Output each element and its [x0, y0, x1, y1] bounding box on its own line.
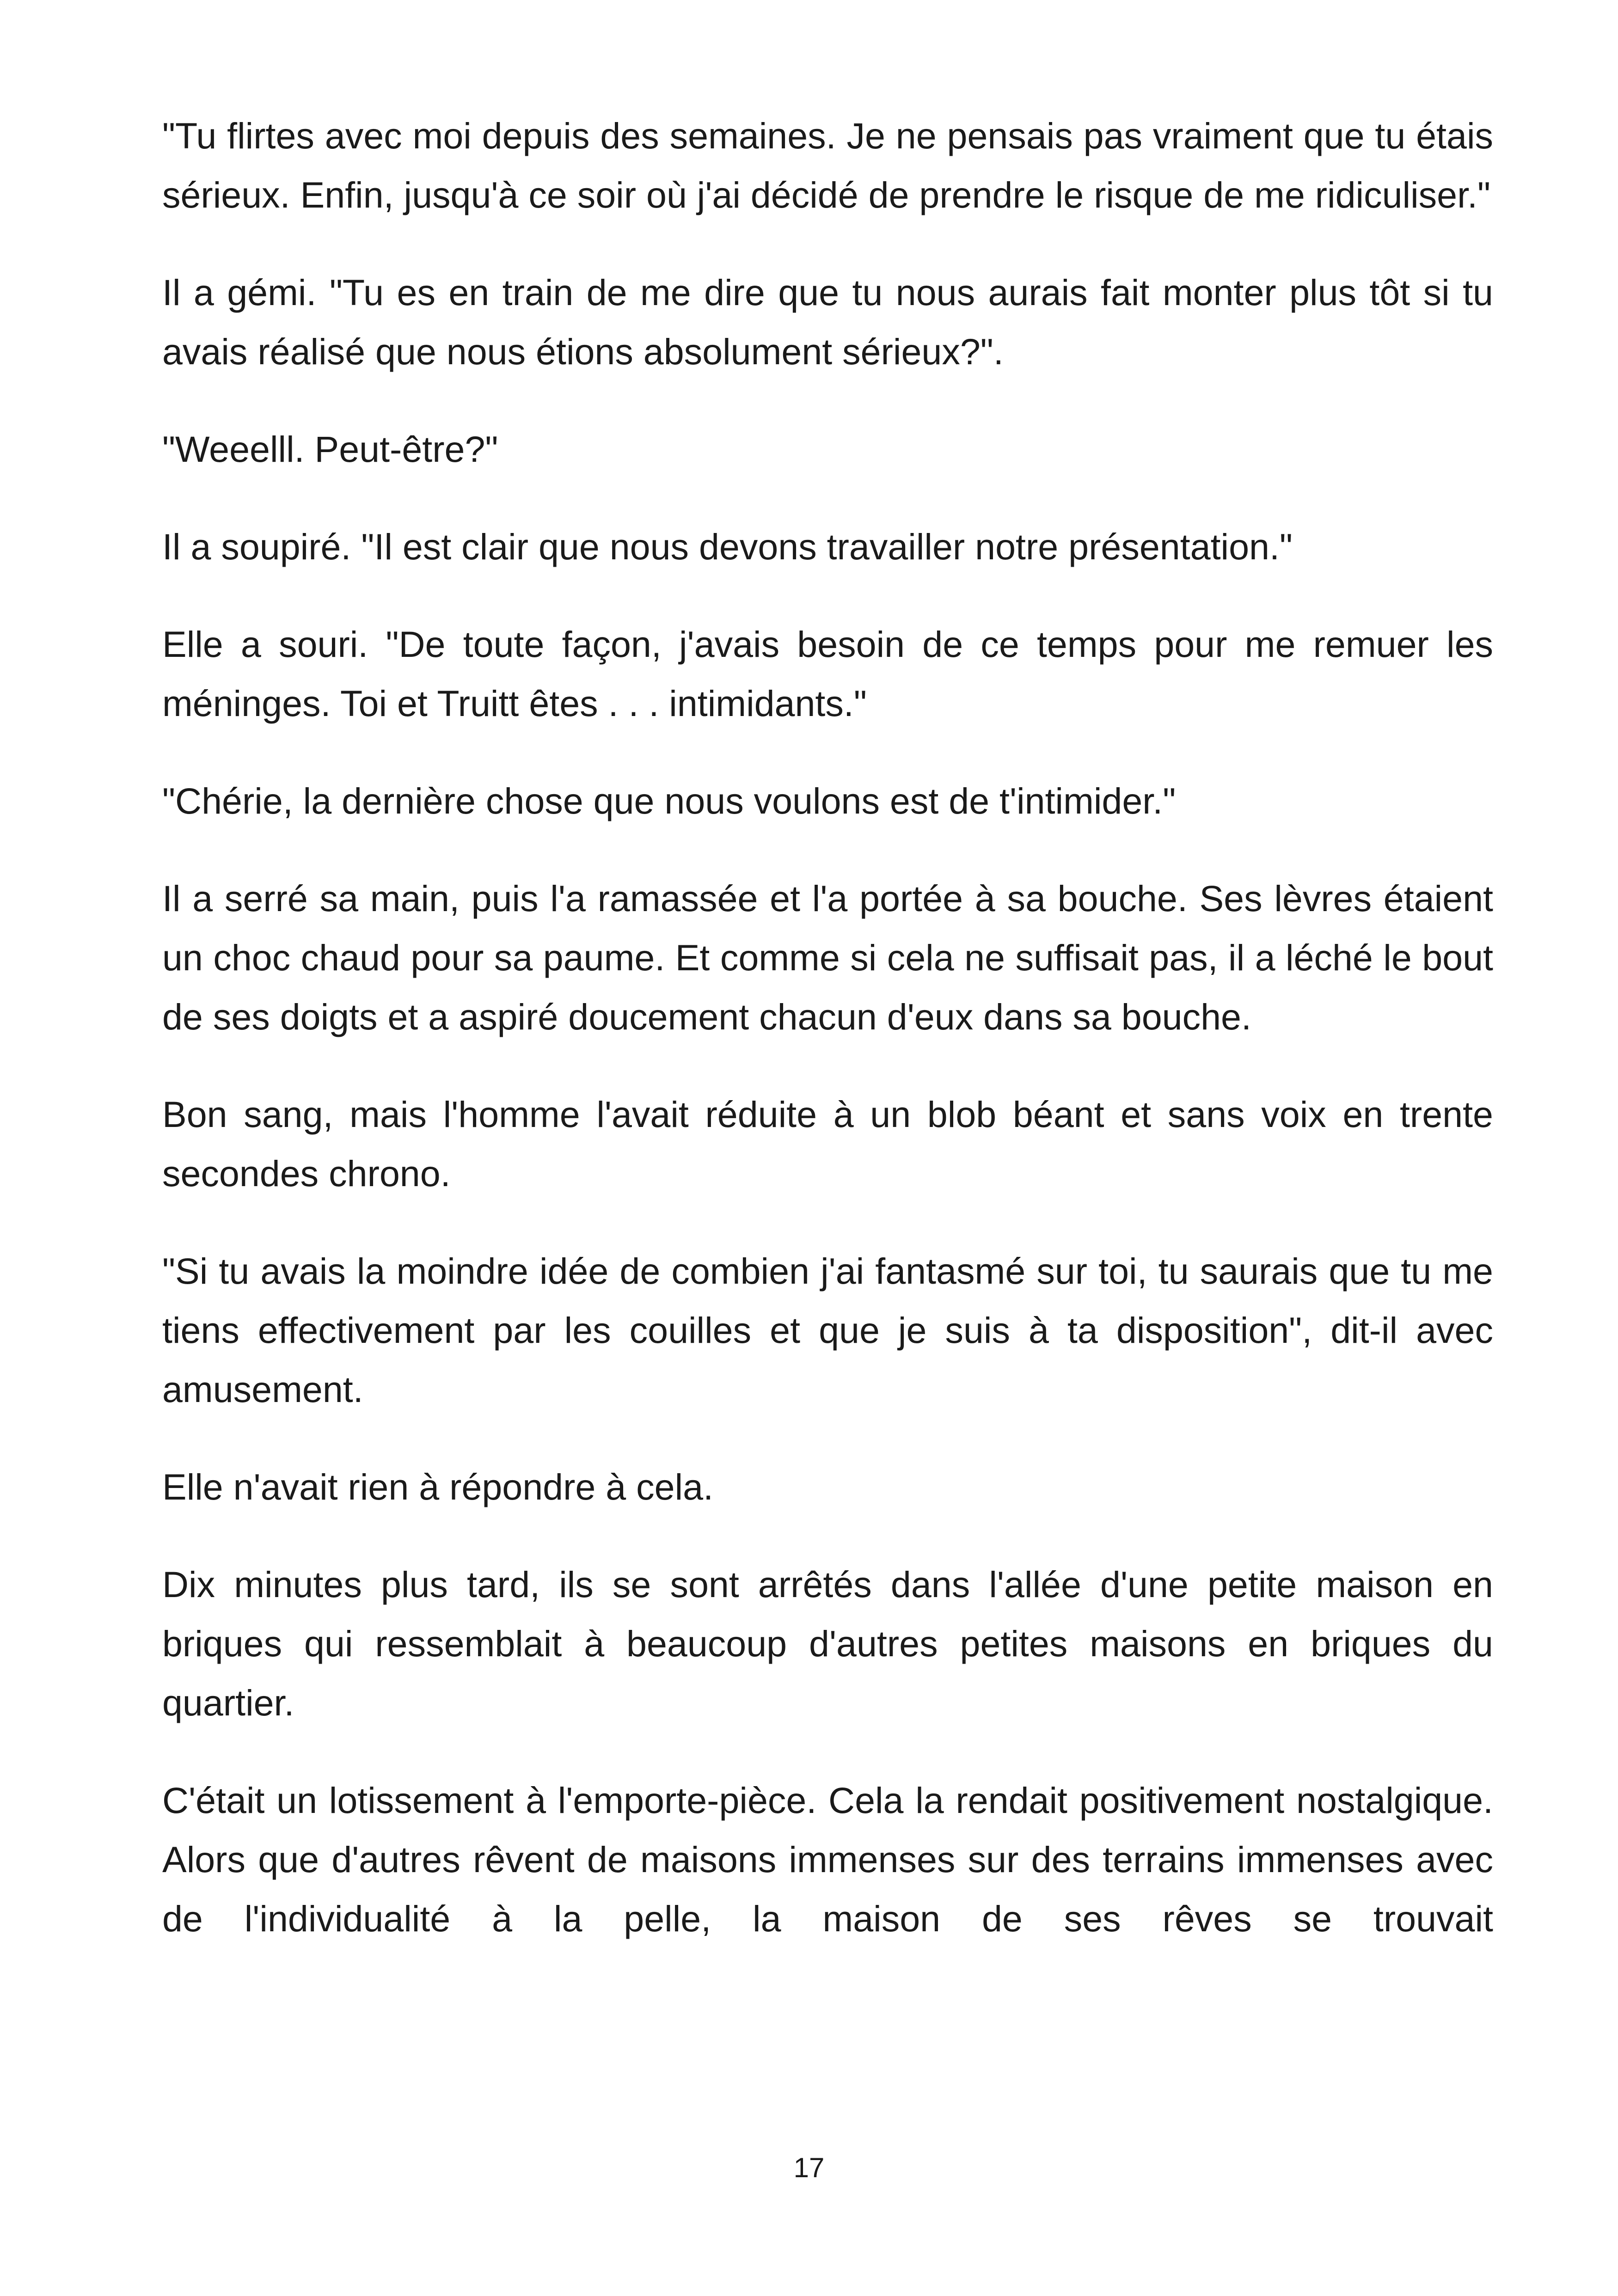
paragraph: "Chérie, la dernière chose que nous voulons est de t'intimider.": [162, 780, 1176, 821]
page-number: 17: [793, 2152, 825, 2183]
paragraph: Il a soupiré. "Il est clair que nous devons travailler notre présentation.": [162, 526, 1293, 567]
body-text: [162, 106, 1493, 1987]
paragraph: C'était un lotissement à l'emporte-pièce. Cela la rendait positivement nostalgique. Alors que d'autres rêvent de maisons immenses sur des terrains immenses avec de l'individualité à la pelle, la maison de ses rêves se trouvait: [162, 1780, 1493, 1939]
paragraph: "Si tu avais la moindre idée de combien j'ai fantasmé sur toi, tu saurais que tu me tiens effectivement par les couilles et que je suis à ta disposition", dit-il avec amusement.: [162, 1250, 1493, 1410]
paragraph: Dix minutes plus tard, ils se sont arrêtés dans l'allée d'une petite maison en briques qui ressemblait à beaucoup d'autres petites maisons en briques du quartier.: [162, 1564, 1493, 1723]
paragraph: Bon sang, mais l'homme l'avait réduite à un blob béant et sans voix en trente secondes chrono.: [162, 1094, 1493, 1194]
paragraph: Elle n'avait rien à répondre à cela.: [162, 1466, 714, 1507]
paragraph: Il a gémi. "Tu es en train de me dire que tu nous aurais fait monter plus tôt si tu avais réalisé que nous étions absolument sérieux?".: [162, 272, 1493, 372]
paragraph: Elle a souri. "De toute façon, j'avais besoin de ce temps pour me remuer les méninges. Toi et Truitt êtes . . . intimidants.": [162, 624, 1493, 724]
paragraph: "Tu flirtes avec moi depuis des semaines. Je ne pensais pas vraiment que tu étais sérieux. Enfin, jusqu'à ce soir où j'ai décidé de prendre le risque de me ridiculiser.": [162, 115, 1493, 215]
paragraph: "Weeelll. Peut-être?": [162, 429, 498, 470]
paragraph: Il a serré sa main, puis l'a ramassée et l'a portée à sa bouche. Ses lèvres étaient un choc chaud pour sa paume. Et comme si cela ne suffisait pas, il a léché le bout de ses doigts et a aspiré doucement chacun d'eux dans sa bouche.: [162, 878, 1493, 1037]
